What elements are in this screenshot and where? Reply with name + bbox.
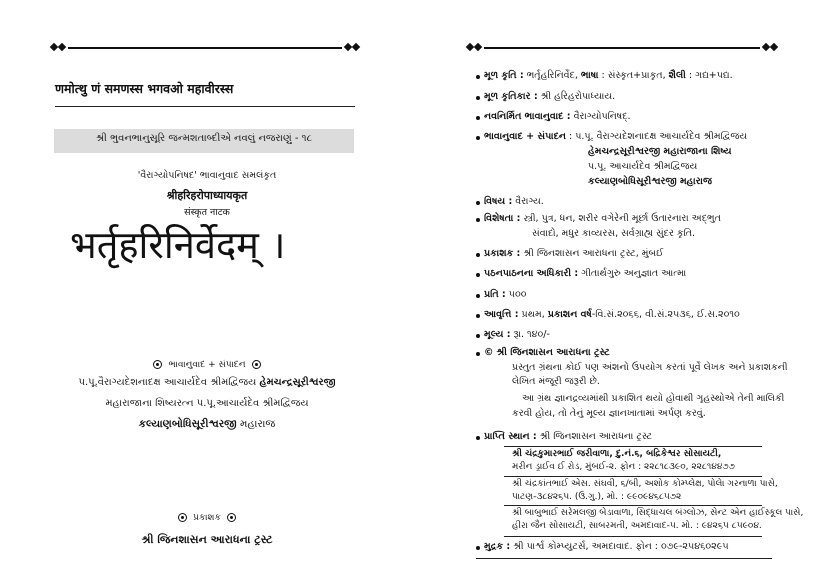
address-divider (504, 505, 762, 506)
label: નવનિર્મિત ભાવાનુવાદ : (484, 111, 571, 122)
copyright-line-1: પ્રસ્તુત ગ્રંથના કોઈ પણ અંશનો ઉપયોગ કરતાં પૂર્વે લેખક અને પ્રકાશકની (512, 362, 788, 373)
value: શ્રી જિનશાસન આરાધના ટ્રસ્ટ (536, 431, 653, 442)
info-copyright (484, 347, 610, 358)
copyright-icon: © (484, 347, 494, 358)
info-features (484, 213, 721, 224)
address-1-line-2: મરીન ડ્રાઈવ ઈ રોડ, મુંબઈ-૨. ફોન : ૨૨૮૧૮૩૯૦, ૨૨૮૧૪૪૭૭ (512, 462, 735, 472)
address-divider (504, 476, 762, 477)
bullet-icon (476, 294, 480, 298)
bullet-icon (476, 218, 480, 222)
bullet-symbol-icon (178, 513, 187, 522)
info-price (484, 329, 550, 340)
divider (55, 106, 355, 107)
editor-name: કલ્યાણબોધિસૂરીશ્વરજી (138, 418, 237, 430)
info-availability (484, 431, 652, 442)
value: : સંસ્કૃત+પ્રાકૃત, (598, 70, 669, 81)
bullet-icon (476, 273, 480, 277)
publisher-heading-text: પ્રકાશક (193, 513, 221, 523)
address-2-line-1: શ્રી ચંદ્રકાંતભાઈ એસ. સંઘવી, ૬/બી, અશોક કોમ્પ્લેક્ષ, પોલેા ગરનાળા પાસે, (512, 479, 778, 489)
ornament-rule (484, 47, 760, 49)
ornament-diamond-icon (474, 43, 482, 51)
info-subject (484, 196, 544, 207)
value: : ગદ્ય+પદ્ય. (685, 70, 733, 81)
mantra-heading: णमोत्थु णं समणस्स भगवओ महावीरस्स (55, 81, 234, 96)
bullet-icon (476, 201, 480, 205)
info-editor (484, 131, 747, 142)
value: વૈરાગ્યોપનિષદ્. (570, 111, 631, 122)
bullet-icon (476, 116, 480, 120)
value: વૈરાગ્ય. (512, 196, 544, 207)
author-line: श्रीहरिहरोपाध्यायकृत (166, 189, 248, 202)
editor-line-1-text: પ.પૂ.વૈરાગ્યદેશનાદક્ષ આચાર્યદેવ શ્રીમદ્વિજય (78, 377, 260, 388)
info-printer (484, 541, 729, 552)
editor-suffix: મહારાજ (236, 418, 276, 430)
label: પ્રકાશન વર્ષ (547, 309, 592, 320)
value: શ્રી જિનશાસન આરાધના ટ્રસ્ટ, મુંબઈ (520, 248, 664, 259)
label: મુદ્રક : (484, 541, 511, 552)
address-3-line-2: હીરા જૈન સોસાયટી, સાબરમતી, અમદાવાદ-૫. મો. : ૯૪૨૬૫ ૮૫૯૦૪. (512, 521, 762, 531)
info-original-author (484, 91, 615, 102)
value: ૫૦૦ (505, 289, 527, 300)
label: પ્રકાશક : (484, 248, 521, 259)
copyright-line-2: લેખિત મંજૂરી જરૂરી છે. (512, 376, 600, 387)
series-text: શ્રી ભુવનભાનુસૂરિ જન્મશતાબ્દીએ નવલું નજરાણું - ૧૮ (95, 133, 313, 144)
features-line-2: સંવાદો, મધુર કાવ્યરસ, સર્વગ્રાહ્ય સુંદર કૃતિ. (532, 228, 696, 239)
subtitle-line: 'વૈરાગ્યોપનિષદ' ભાવાનુવાદ સમલંકૃત (137, 170, 277, 181)
address-2-line-2: પાટણ-૩૮૪૨૬૫. (ઉ.ગુ.), મો. : ૯૯૦૯૪૬૮૫૭૨ (512, 492, 682, 502)
bullet-icon (476, 546, 480, 550)
value: શ્રી હરિહરોપાધ્યાય. (537, 91, 616, 102)
copyright-line-4: કરવી હોય, તો તેનું મૂલ્ય જ્ઞાનખાતામાં અર્પણ કરવું. (512, 408, 706, 419)
info-new-translation (484, 111, 631, 122)
editor-guru: હેમચન્દ્રસૂરીશ્વરજી મહારાજાના શિષ્ય (588, 146, 732, 157)
editor-guru-name: હેમચન્દ્રસૂરીશ્વરજી (259, 377, 336, 388)
value: : પ.પૂ. વૈરાગ્યદેશનાદક્ષ આચાર્યદેવ શ્રીમદ્વિજય (565, 131, 748, 142)
label: પઠનપાઠનના અધિકારી : (484, 268, 579, 279)
editor-heading-text: ભાવાનુવાદ + સંપાદન (168, 360, 246, 370)
label: વિષય : (484, 196, 513, 207)
editor-line-3 (0, 418, 414, 431)
editor-heading (0, 360, 414, 370)
value: પ્રથમ, (518, 309, 548, 320)
ornament-diamond-icon (352, 43, 360, 51)
bullet-icon (476, 314, 480, 318)
publisher-name: શ્રી જિનશાસન આરાધના ટ્રસ્ટ (141, 533, 273, 546)
label: પ્રાપ્તિ સ્થાન : (484, 431, 537, 442)
bullet-icon (476, 75, 480, 79)
label: મૂલ્ય : (484, 329, 511, 340)
bullet-icon (476, 253, 480, 257)
bullet-symbol-icon (227, 513, 236, 522)
top-ornament (466, 43, 778, 53)
label: ભાવાનુવાદ + સંપાદન (484, 131, 566, 142)
bullet-icon (476, 352, 480, 356)
ornament-diamond-icon (770, 43, 778, 51)
info-edition (484, 309, 740, 320)
series-banner (54, 129, 354, 153)
info-readership (484, 268, 686, 279)
value: ભર્તૃહરિનિર્વેદ, (523, 70, 581, 81)
value: ગીતાર્થગુરુ અનુજ્ઞાત આત્મા (578, 268, 687, 279)
editor-line-2: મહારાજાના શિષ્યરત્ન પ.પૂ.આચાર્યદેવ શ્રીમદ્વિજય (105, 398, 309, 409)
value: -વિ.સં.૨૦૬૬, વી.સં.૨૫૩૬, ઈ.સ.૨૦૧૦ (591, 309, 740, 320)
label: ભાષા (580, 70, 599, 81)
publisher-heading (0, 513, 414, 523)
info-original-work (484, 70, 733, 81)
ornament-diamond-icon (58, 43, 66, 51)
label: વિશેષતા : (484, 213, 521, 224)
address-text: શ્રી ચંદ્રકુમારભાઈ જરીવાળા, દુ.નં.૬, બદ્રિકેશ્વર સોસાયટી, (512, 449, 722, 459)
genre-line: संस्कृत नाटक (184, 207, 230, 218)
value: શ્રી પાર્શ્વ કોમ્પ્યુટર્સ, અમદાવાદ. ફોન : ૦૭૯-૨૫૪૬૦૨૯૫ (510, 541, 729, 552)
bullet-icon (476, 96, 480, 100)
label: શૈલી (668, 70, 686, 81)
label: મૂળ કૃતિકાર : (484, 91, 538, 102)
editor-line-1 (0, 377, 414, 388)
label: આવૃત્તિ : (484, 309, 519, 320)
info-publisher (484, 248, 663, 259)
book-title: भर्तृहरिनिर्वेदम् । (70, 223, 286, 267)
copyright-line-3: આ ગ્રંથ જ્ઞાનદ્રવ્યમાંથી પ્રકાશિત થયો હોવાથી ગૃહસ્થોએ તેની માલિકી (522, 393, 785, 404)
bullet-symbol-icon (153, 360, 162, 369)
address-1-line-1 (512, 449, 721, 459)
label: શ્રી જિનશાસન આરાધના ટ્રસ્ટ (496, 347, 610, 358)
editor-title: પ.પૂ. આચાર્યદેવ શ્રીમદ્વિજય (588, 161, 698, 172)
right-page (414, 0, 828, 585)
info-copies (484, 289, 526, 300)
bullet-icon (476, 136, 480, 140)
bullet-icon (476, 334, 480, 338)
label: મૂળ કૃતિ : (484, 70, 524, 81)
printer-divider (476, 558, 772, 559)
top-ornament (50, 43, 360, 53)
address-3-line-1: શ્રી બાબુભાઈ સરેમલજી બેડાવાળા, સિદ્ધાચલ બંગ્લોઝ, સેન્ટ એન હાઈસ્કૂલ પાસે, (512, 508, 804, 518)
editor-name: કલ્યાણબોધિસૂરીશ્વરજી મહારાજ (588, 176, 712, 187)
bullet-icon (476, 436, 480, 440)
value: સ્ત્રી, પુત્ર, ધન, શરીર વગેરેની મૂર્છા ઉતારનારા અદ્ભુત (520, 213, 721, 224)
ornament-rule (68, 47, 342, 49)
label: પ્રતિ : (484, 289, 506, 300)
bullet-symbol-icon (252, 360, 261, 369)
value: રૂા. ૧૪૦/- (510, 329, 550, 340)
